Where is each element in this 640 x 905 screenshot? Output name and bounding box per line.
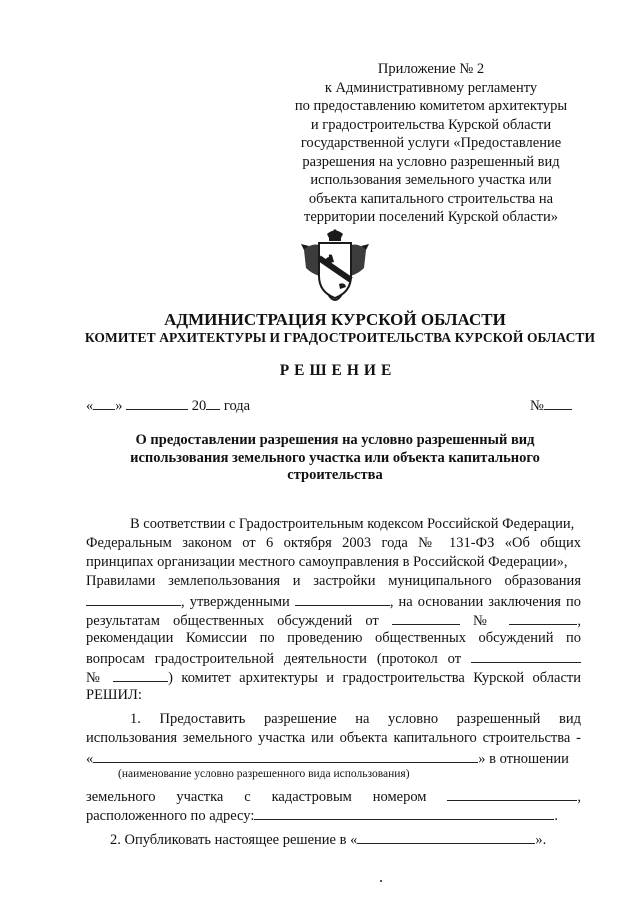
year-prefix: 20 <box>191 398 207 414</box>
body-line: Правилами землепользования и застройки муниципального образования <box>86 573 581 589</box>
body-text: , утвержденными <box>181 594 290 610</box>
body-text: . <box>554 808 559 824</box>
annex-line: по предоставлению комитетом архитектуры <box>294 98 568 114</box>
title-line: О предоставлении разрешения на условно разрешенный вид <box>135 432 535 448</box>
hearing-number-blank <box>509 611 577 625</box>
protocol-number-blank <box>113 668 168 682</box>
approval-blank <box>295 592 390 606</box>
body-text: расположенного по адресу: <box>86 808 255 824</box>
year-blank <box>206 396 220 410</box>
body-line: Федеральным законом от 6 октября 2003 года № 131-ФЗ «Об общих <box>86 535 581 551</box>
annex-line: государственной услуги «Предоставление <box>300 135 562 151</box>
number-blank <box>544 396 572 410</box>
body-line: РЕШИЛ: <box>86 687 142 703</box>
body-line: рекомендации Комиссии по проведению общественных обсуждений по <box>86 630 581 646</box>
annex-title: Приложение № 2 <box>377 61 485 77</box>
body-line: использования земельного участка или объекта капитального строительства - <box>86 730 581 746</box>
use-type-blank <box>93 749 478 763</box>
body-text: результатам общественных обсуждений от <box>86 613 379 629</box>
item-number: 1. <box>130 711 141 727</box>
address-blank <box>254 806 554 820</box>
annex-line: и градостроительства Курской области <box>310 116 552 133</box>
field-caption: (наименование условно разрешенного вида использования) <box>118 768 410 780</box>
body-text: ». <box>535 832 547 848</box>
annex-line: разрешения на условно разрешенный вид <box>302 153 560 170</box>
scan-speck <box>380 880 382 882</box>
org-name: АДМИНИСТРАЦИЯ КУРСКОЙ ОБЛАСТИ <box>164 310 506 329</box>
coat-of-arms-icon <box>300 228 370 306</box>
decision-number <box>530 396 572 415</box>
day-blank <box>93 396 115 410</box>
body-line: В соответствии с Градостроительным кодексом Российской Федерации, <box>130 516 575 532</box>
title-line: строительства <box>287 467 383 483</box>
year-word: года <box>223 398 251 414</box>
decision-heading: РЕШЕНИЕ <box>279 362 397 379</box>
body-text: Предоставить разрешение на условно разрешенный вид <box>159 711 581 727</box>
committee-name: КОМИТЕТ АРХИТЕКТУРЫ И ГРАДОСТРОИТЕЛЬСТВА КУРСКОЙ ОБЛАСТИ <box>84 330 596 345</box>
body-text: № <box>472 613 497 629</box>
annex-line: использования земельного участка или <box>310 172 552 188</box>
annex-line: объекта капитального строительства на <box>308 190 554 207</box>
body-line <box>86 611 581 630</box>
annex-line: к Административному регламенту <box>324 79 538 96</box>
body-text: вопросам градостроительной деятельности (протокол от <box>86 651 462 667</box>
quote-open: « <box>86 398 94 414</box>
hearing-date-blank <box>392 611 460 625</box>
quote-close: » <box>115 398 123 414</box>
decision-title <box>100 432 570 485</box>
body-line <box>86 668 581 687</box>
body-text: 2. Опубликовать настоящее решение в « <box>110 832 358 848</box>
annex-line: территории поселений Курской области» <box>304 209 558 225</box>
number-label: № <box>530 398 544 414</box>
protocol-date-blank <box>471 649 581 663</box>
title-line: использования земельного участка или объекта капитального <box>130 449 540 466</box>
body-text: , <box>577 613 582 629</box>
body-line <box>110 830 581 849</box>
body-text: земельного участка с кадастровым номером <box>86 789 427 805</box>
body-text: » в отношении <box>478 751 569 767</box>
month-blank <box>126 396 188 410</box>
body-line <box>86 592 581 611</box>
body-line <box>86 749 581 768</box>
body-text: « <box>86 751 94 767</box>
body-line: принципах организации местного самоуправления в Российской Федерации», <box>86 554 568 570</box>
publication-blank <box>357 830 535 844</box>
body-line <box>86 787 581 806</box>
cadastral-number-blank <box>447 787 577 801</box>
municipality-blank <box>86 592 181 606</box>
body-line <box>86 649 581 668</box>
body-text: , <box>577 789 582 805</box>
body-text: , на основании заключения по <box>389 594 582 610</box>
body-text: ) комитет архитектуры и градостроительства Курской области <box>168 670 582 686</box>
body-line <box>86 806 581 825</box>
body-line <box>130 711 581 728</box>
date-line <box>86 396 250 415</box>
annex-header <box>270 60 592 227</box>
body-text: № <box>86 670 105 686</box>
